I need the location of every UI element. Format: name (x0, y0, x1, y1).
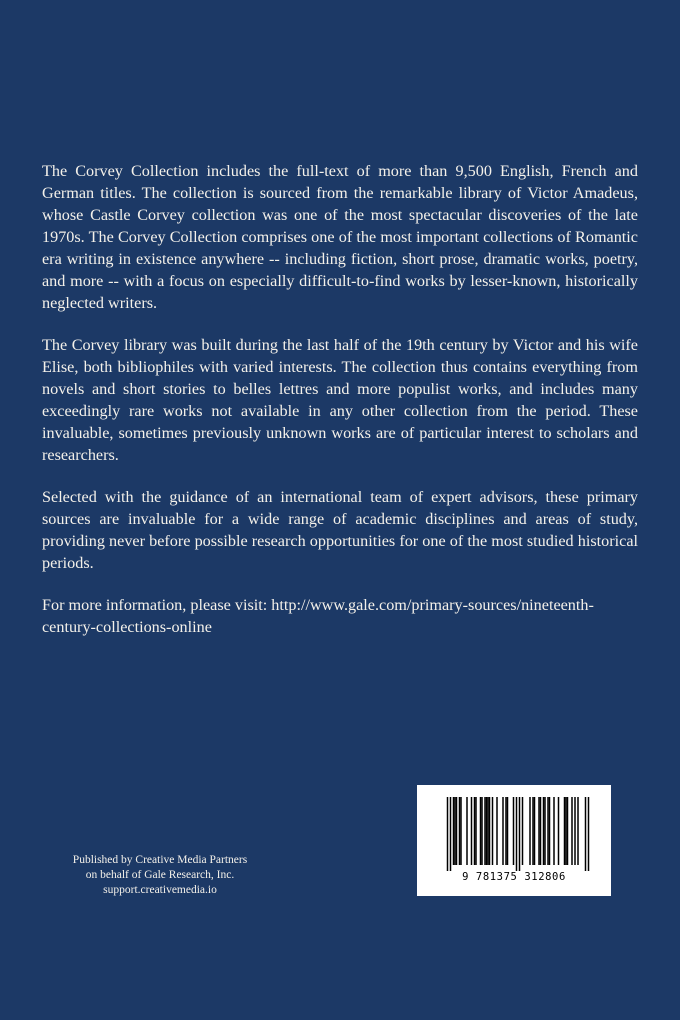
barcode-bar (519, 797, 521, 871)
barcode-bar (543, 797, 545, 865)
barcode-bar (577, 797, 579, 865)
barcode-bar (585, 797, 587, 871)
barcode-bar (447, 797, 449, 871)
barcode-bar (547, 797, 549, 865)
barcode-digits: 9 781375 312806 (462, 871, 566, 883)
barcode-bar (507, 797, 509, 865)
barcode-bar (481, 797, 483, 865)
isbn-barcode (417, 785, 611, 896)
publisher-url: support.creativemedia.io (103, 884, 217, 896)
description-paragraph: The Corvey library was built during the last half of the 19th century by Victor and his wife Elise, both bibliophiles with varied interests. The collection thus contains everything from novels and short stories to belles lettres and more populist works, and includes many exceedingly rare works not available in any other collection from the period. These invaluable, sometimes previously unknown works are of particular interest to scholars and researchers. (42, 336, 638, 464)
more-info-paragraph: For more information, please visit: http://www.gale.com/primary-sources/nineteenth-century-collections-online (42, 596, 594, 636)
barcode-bar (513, 797, 515, 865)
barcode-bar (475, 797, 477, 865)
barcode-bar (532, 797, 534, 865)
barcode-bar (534, 797, 536, 865)
barcode-bar (456, 797, 458, 865)
description-paragraph: Selected with the guidance of an international team of expert advisors, these primary sources are invaluable for a wide range of academic disciplines and areas of study, providing never before possible research opportunities for one of the most studied historical periods. (42, 488, 638, 572)
barcode-bar (474, 797, 476, 865)
barcode-bar (564, 797, 566, 865)
barcode-bar (549, 797, 551, 865)
barcode-bar (466, 797, 468, 865)
barcode-bar (505, 797, 507, 865)
publisher-info (55, 853, 265, 898)
barcode-bar (460, 797, 462, 865)
barcode-bar (492, 797, 494, 865)
publisher-line: on behalf of Gale Research, Inc. (85, 869, 235, 881)
barcode-bar (553, 797, 555, 865)
description-paragraph: The Corvey Collection includes the full-text of more than 9,500 English, French and German titles. The collection is sourced from the remarkable library of Victor Amadeus, whose Castle Corvey collection was one of the most spectacular discoveries of the late 1970s. The Corvey Collection comprises one of the most important collections of Romantic era writing in existence anywhere -- including fiction, short prose, dramatic works, poetry, and more -- with a focus on especially difficult-to-find works by lesser-known, historically neglected writers. (42, 162, 638, 312)
barcode-bar (565, 797, 567, 865)
barcode-bar (567, 797, 569, 865)
barcode-bar (540, 797, 542, 865)
barcode-bar (571, 797, 573, 865)
barcode-bar (558, 797, 560, 865)
barcode-bar (489, 797, 491, 865)
barcode-bar (471, 797, 473, 865)
barcode-bar (516, 797, 518, 871)
description-text (42, 160, 638, 638)
barcode-bar (453, 797, 455, 865)
barcode-bar (454, 797, 456, 865)
barcode-bar (450, 797, 452, 871)
barcode-bar (487, 797, 489, 865)
barcode-bar (588, 797, 590, 871)
barcode-bar (484, 797, 486, 865)
barcode-bar (480, 797, 482, 865)
barcode-bar (522, 797, 524, 865)
barcode-bar (529, 797, 531, 865)
publisher-line: Published by Creative Media Partners (72, 854, 248, 866)
barcode-bar (544, 797, 546, 865)
barcode-icon (417, 785, 611, 896)
barcode-bar (496, 797, 498, 865)
barcode-bar (574, 797, 576, 865)
barcode-bar (538, 797, 540, 865)
barcode-bar (459, 797, 461, 865)
barcode-bars (447, 797, 590, 871)
barcode-bar (486, 797, 488, 865)
barcode-bar (502, 797, 504, 865)
